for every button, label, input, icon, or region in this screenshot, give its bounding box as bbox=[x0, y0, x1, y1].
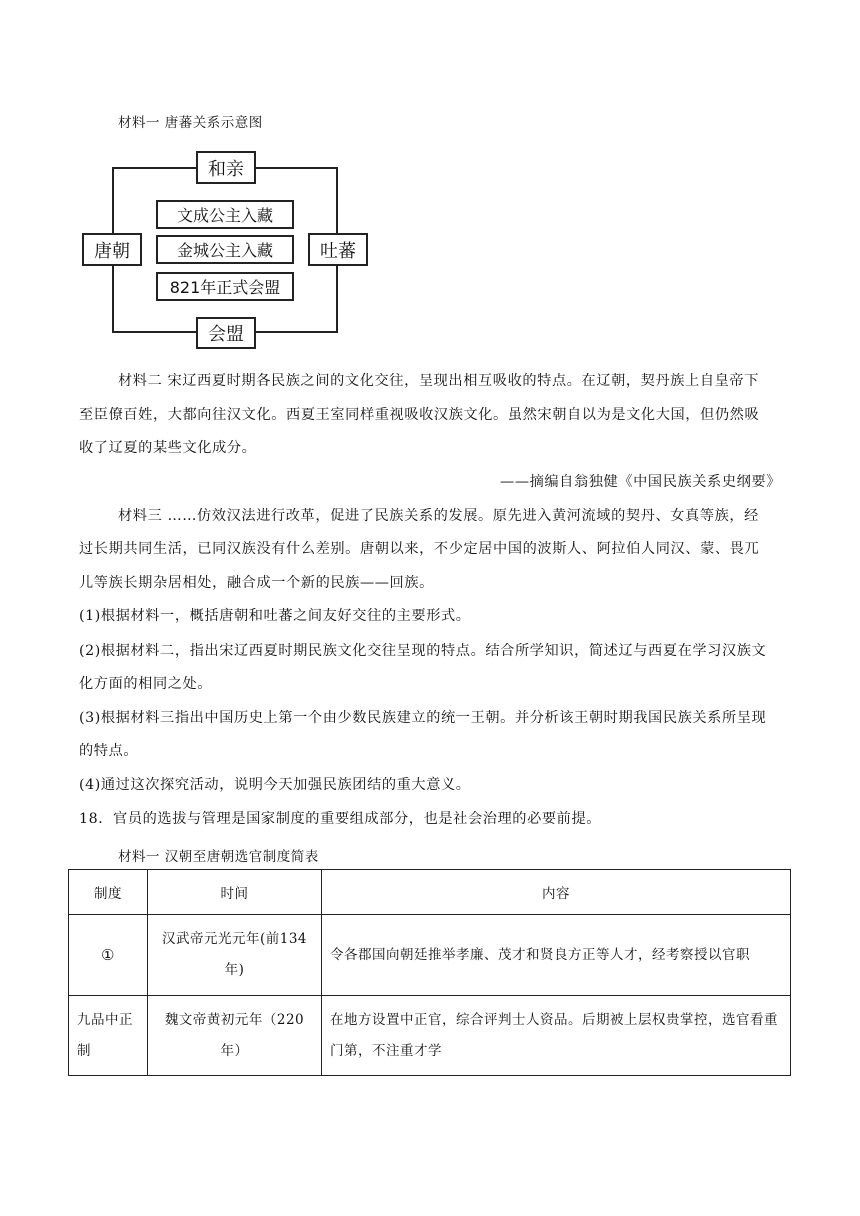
material1-caption: 材料一 唐蕃关系示意图 bbox=[118, 115, 263, 131]
table-caption: 材料一 汉朝至唐朝选官制度简表 bbox=[118, 849, 319, 865]
cell-system: ① bbox=[69, 915, 148, 996]
question-4: (4)通过这次探究活动，说明今天加强民族团结的重大意义。 bbox=[79, 777, 471, 793]
diagram-tang-box: 唐朝 bbox=[82, 233, 142, 266]
material2-line-2: 至臣僚百姓，大都向往汉文化。西夏王室同样重视吸收汉族文化。虽然宋朝自以为是文化大国，但仍然吸 bbox=[79, 407, 760, 423]
cell-content: 在地方设置中正官，综合评判士人资品。后期被上层权贵掌控，选官看重门第，不注重才学 bbox=[322, 996, 791, 1076]
table-row bbox=[69, 996, 791, 1076]
question-18: 18．官员的选拔与管理是国家制度的重要组成部分，也是社会治理的必要前提。 bbox=[79, 811, 602, 827]
diagram-heqin-box: 和亲 bbox=[196, 151, 256, 184]
material3-line-2: 过长期共同生活，已同汉族没有什么差别。唐朝以来，不少定居中国的波斯人、阿拉伯人同汉、蒙、畏兀 bbox=[79, 541, 760, 557]
header-time: 时间 bbox=[148, 870, 322, 915]
selection-system-table bbox=[68, 869, 791, 1076]
question-3-line-1: (3)根据材料三指出中国历史上第一个由少数民族建立的统一王朝。并分析该王朝时期我国民族关系所呈现 bbox=[79, 710, 767, 726]
material2-source: ——摘编自翁独健《中国民族关系史纲要》 bbox=[500, 474, 781, 490]
table-row bbox=[69, 915, 791, 996]
material3-line-1: 材料三 ……仿效汉法进行改革，促进了民族关系的发展。原先进入黄河流域的契丹、女真等族，经 bbox=[118, 508, 759, 524]
diagram-huimeng-box: 会盟 bbox=[196, 317, 256, 349]
question-3-line-2: 的特点。 bbox=[79, 743, 139, 759]
header-system: 制度 bbox=[69, 870, 148, 915]
cell-system: 九品中正制 bbox=[69, 996, 148, 1076]
tang-tibet-diagram bbox=[0, 0, 860, 360]
table-header-row bbox=[69, 870, 791, 915]
question-2-line-1: (2)根据材料二，指出宋辽西夏时期民族文化交往呈现的特点。结合所学知识，简述辽与西夏在学习汉族文 bbox=[79, 643, 767, 659]
cell-time: 汉武帝元光元年(前134年) bbox=[148, 915, 322, 996]
diagram-tubo-box: 吐蕃 bbox=[308, 233, 368, 266]
diagram-item-jincheng: 金城公主入藏 bbox=[156, 235, 294, 264]
diagram-item-wencheng: 文成公主入藏 bbox=[156, 200, 294, 229]
material3-line-3: 儿等族长期杂居相处，融合成一个新的民族——回族。 bbox=[79, 575, 434, 591]
cell-content: 令各郡国向朝廷推举孝廉、茂才和贤良方正等人才，经考察授以官职 bbox=[322, 915, 791, 996]
cell-time: 魏文帝黄初元年（220年） bbox=[148, 996, 322, 1076]
diagram-item-821: 821年正式会盟 bbox=[156, 272, 294, 301]
material2-line-1: 材料二 宋辽西夏时期各民族之间的文化交往，呈现出相互吸收的特点。在辽朝，契丹族上自皇帝下 bbox=[118, 373, 759, 389]
question-1: (1)根据材料一，概括唐朝和吐蕃之间友好交往的主要形式。 bbox=[79, 608, 471, 624]
material2-line-3: 收了辽夏的某些文化成分。 bbox=[79, 440, 257, 456]
header-content: 内容 bbox=[322, 870, 791, 915]
question-2-line-2: 化方面的相同之处。 bbox=[79, 676, 213, 692]
